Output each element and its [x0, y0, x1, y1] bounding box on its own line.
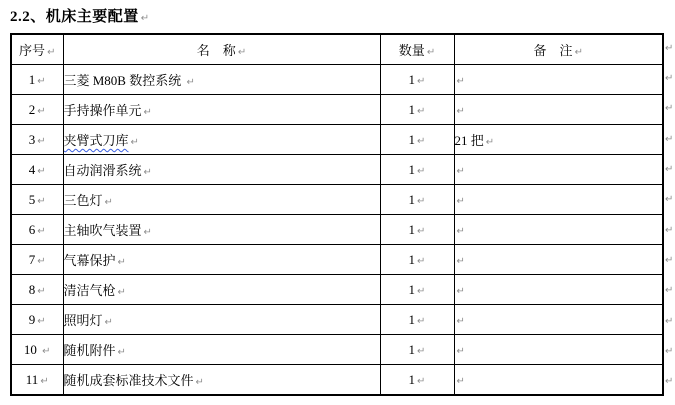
paragraph-mark-icon: ↵ [37, 105, 46, 117]
cell-remark [454, 245, 663, 275]
paragraph-mark-icon: ↵ [42, 345, 51, 357]
paragraph-mark-icon: ↵ [665, 224, 674, 236]
paragraph-mark-icon: ↵ [117, 257, 126, 268]
cell-qty: 1 ↵ [380, 65, 454, 95]
header-cell-no [11, 34, 63, 65]
cell-name: 三菱 M80B 数控系统 ↵ [63, 65, 380, 95]
table-row [11, 335, 663, 365]
paragraph-mark-icon: ↵ [665, 73, 674, 85]
cell-remark [454, 185, 663, 215]
paragraph-mark-icon: ↵ [426, 47, 436, 58]
paragraph-mark-icon: ↵ [665, 42, 674, 54]
paragraph-mark-icon: ↵ [665, 315, 674, 327]
paragraph-mark-icon: ↵ [143, 167, 152, 178]
cell-remark [454, 95, 663, 125]
cell-remark [454, 215, 663, 245]
cell-no: 6 ↵ [11, 215, 63, 245]
paragraph-mark-icon: ↵ [665, 133, 674, 145]
paragraph-mark-icon: ↵ [37, 195, 46, 207]
paragraph-mark-icon: ↵ [140, 13, 150, 24]
paragraph-mark-icon: ↵ [665, 255, 674, 267]
row-end-mark [665, 276, 675, 306]
cell-name: 手持操作单元 ↵ [63, 95, 380, 125]
paragraph-mark-icon: ↵ [417, 165, 426, 177]
cell-name: 三色灯 ↵ [63, 185, 380, 215]
cell-qty: 1 ↵ [380, 185, 454, 215]
cell-remark [454, 305, 663, 335]
cell-qty: 1 ↵ [380, 275, 454, 305]
table-row [11, 95, 663, 125]
paragraph-mark-icon: ↵ [186, 77, 195, 88]
paragraph-mark-icon: ↵ [665, 103, 674, 115]
table-row [11, 365, 663, 396]
cell-qty: 1 ↵ [380, 95, 454, 125]
cell-qty: 1 ↵ [380, 215, 454, 245]
paragraph-mark-icon: ↵ [47, 47, 56, 58]
paragraph-mark-icon: ↵ [37, 255, 46, 267]
paragraph-mark-icon: ↵ [37, 225, 46, 237]
paragraph-mark-icon: ↵ [417, 375, 426, 387]
paragraph-mark-icon: ↵ [104, 317, 113, 328]
paragraph-mark-icon: ↵ [665, 285, 674, 297]
cell-name: 主轴吹气装置 ↵ [63, 215, 380, 245]
paragraph-mark-icon: ↵ [665, 346, 674, 358]
paragraph-mark-icon: ↵ [665, 376, 674, 388]
cell-no: 11 ↵ [11, 365, 63, 396]
row-end-mark [665, 94, 675, 124]
table-row [11, 305, 663, 335]
cell-no: 1 ↵ [11, 65, 63, 95]
row-end-mark [665, 245, 675, 275]
paragraph-mark-icon: ↵ [417, 345, 426, 357]
row-end-mark [665, 215, 675, 245]
paragraph-mark-icon: ↵ [143, 227, 152, 238]
cell-qty: 1 ↵ [380, 155, 454, 185]
paragraph-mark-icon: ↵ [456, 345, 465, 357]
paragraph-mark-icon: ↵ [104, 197, 113, 208]
cell-remark [454, 335, 663, 365]
table-row [11, 245, 663, 275]
paragraph-mark-icon: ↵ [37, 165, 46, 177]
paragraph-mark-icon: ↵ [37, 75, 46, 87]
paragraph-mark-icon: ↵ [37, 285, 46, 297]
cell-qty: 1 ↵ [380, 365, 454, 396]
paragraph-mark-icon: ↵ [665, 194, 674, 206]
row-end-marks [665, 33, 675, 397]
cell-remark [454, 65, 663, 95]
table-row [11, 275, 663, 305]
row-end-mark [665, 124, 675, 154]
row-end-mark [665, 336, 675, 366]
paragraph-mark-icon: ↵ [417, 285, 426, 297]
paragraph-mark-icon: ↵ [456, 315, 465, 327]
table-row [11, 215, 663, 245]
cell-name: 随机附件 ↵ [63, 335, 380, 365]
paragraph-mark-icon: ↵ [485, 137, 495, 148]
cell-remark [454, 155, 663, 185]
cell-name [63, 125, 380, 155]
cell-no: 5 ↵ [11, 185, 63, 215]
cell-no: 7 ↵ [11, 245, 63, 275]
paragraph-mark-icon: ↵ [37, 135, 46, 147]
cell-no: 8 ↵ [11, 275, 63, 305]
paragraph-mark-icon: ↵ [40, 375, 49, 387]
cell-no: 10 ↵ [11, 335, 63, 365]
cell-name: 照明灯 ↵ [63, 305, 380, 335]
header-cell-name [63, 34, 380, 65]
row-end-mark [665, 63, 675, 93]
header-cell-qty [380, 34, 454, 65]
table-row [11, 65, 663, 95]
paragraph-mark-icon: ↵ [665, 164, 674, 176]
paragraph-mark-icon: ↵ [456, 255, 465, 267]
cell-remark [454, 365, 663, 396]
header-label: 备 注 [533, 43, 573, 58]
paragraph-mark-icon: ↵ [37, 315, 46, 327]
paragraph-mark-icon: ↵ [456, 225, 465, 237]
paragraph-mark-icon: ↵ [417, 195, 426, 207]
header-cell-remark [454, 34, 663, 65]
cell-name: 自动润滑系统 ↵ [63, 155, 380, 185]
table-row [11, 185, 663, 215]
paragraph-mark-icon: ↵ [417, 255, 426, 267]
paragraph-mark-icon: ↵ [417, 315, 426, 327]
paragraph-mark-icon: ↵ [417, 75, 426, 87]
misspelled-text: 夹臂式刀库 [63, 133, 129, 148]
header-label: 序号 [19, 43, 46, 58]
paragraph-mark-icon: ↵ [143, 107, 152, 118]
table-row [11, 125, 663, 155]
row-end-mark [665, 33, 675, 63]
paragraph-mark-icon: ↵ [237, 47, 247, 58]
section-title [10, 5, 150, 26]
row-end-mark [665, 367, 675, 397]
cell-remark: 21 把 ↵ [454, 125, 663, 155]
row-end-mark [665, 154, 675, 184]
table-header-row [11, 34, 663, 65]
table-row [11, 155, 663, 185]
cell-qty: 1 ↵ [380, 125, 454, 155]
cell-name: 随机成套标准技术文件 ↵ [63, 365, 380, 396]
paragraph-mark-icon: ↵ [417, 105, 426, 117]
header-label: 数量 [398, 43, 425, 58]
section-title-text: 2.2、机床主要配置 [10, 9, 139, 25]
row-end-mark [665, 185, 675, 215]
row-end-mark [665, 306, 675, 336]
cell-name: 气幕保护 ↵ [63, 245, 380, 275]
paragraph-mark-icon: ↵ [456, 165, 465, 177]
paragraph-mark-icon: ↵ [417, 135, 426, 147]
paragraph-mark-icon: ↵ [456, 195, 465, 207]
paragraph-mark-icon: ↵ [417, 225, 426, 237]
cell-no: 4 ↵ [11, 155, 63, 185]
cell-qty: 1 ↵ [380, 245, 454, 275]
cell-no: 2 ↵ [11, 95, 63, 125]
cell-qty: 1 ↵ [380, 335, 454, 365]
cell-name: 清洁气枪 ↵ [63, 275, 380, 305]
paragraph-mark-icon: ↵ [456, 75, 465, 87]
paragraph-mark-icon: ↵ [130, 137, 139, 148]
cell-remark [454, 275, 663, 305]
machine-configuration-table [10, 33, 664, 396]
paragraph-mark-icon: ↵ [195, 377, 204, 388]
cell-qty: 1 ↵ [380, 305, 454, 335]
cell-no: 9 ↵ [11, 305, 63, 335]
cell-no: 3 ↵ [11, 125, 63, 155]
paragraph-mark-icon: ↵ [574, 47, 583, 58]
paragraph-mark-icon: ↵ [117, 287, 126, 298]
paragraph-mark-icon: ↵ [456, 375, 465, 387]
paragraph-mark-icon: ↵ [456, 105, 465, 117]
paragraph-mark-icon: ↵ [456, 285, 465, 297]
header-label: 名 称 [196, 43, 236, 58]
paragraph-mark-icon: ↵ [117, 347, 126, 358]
